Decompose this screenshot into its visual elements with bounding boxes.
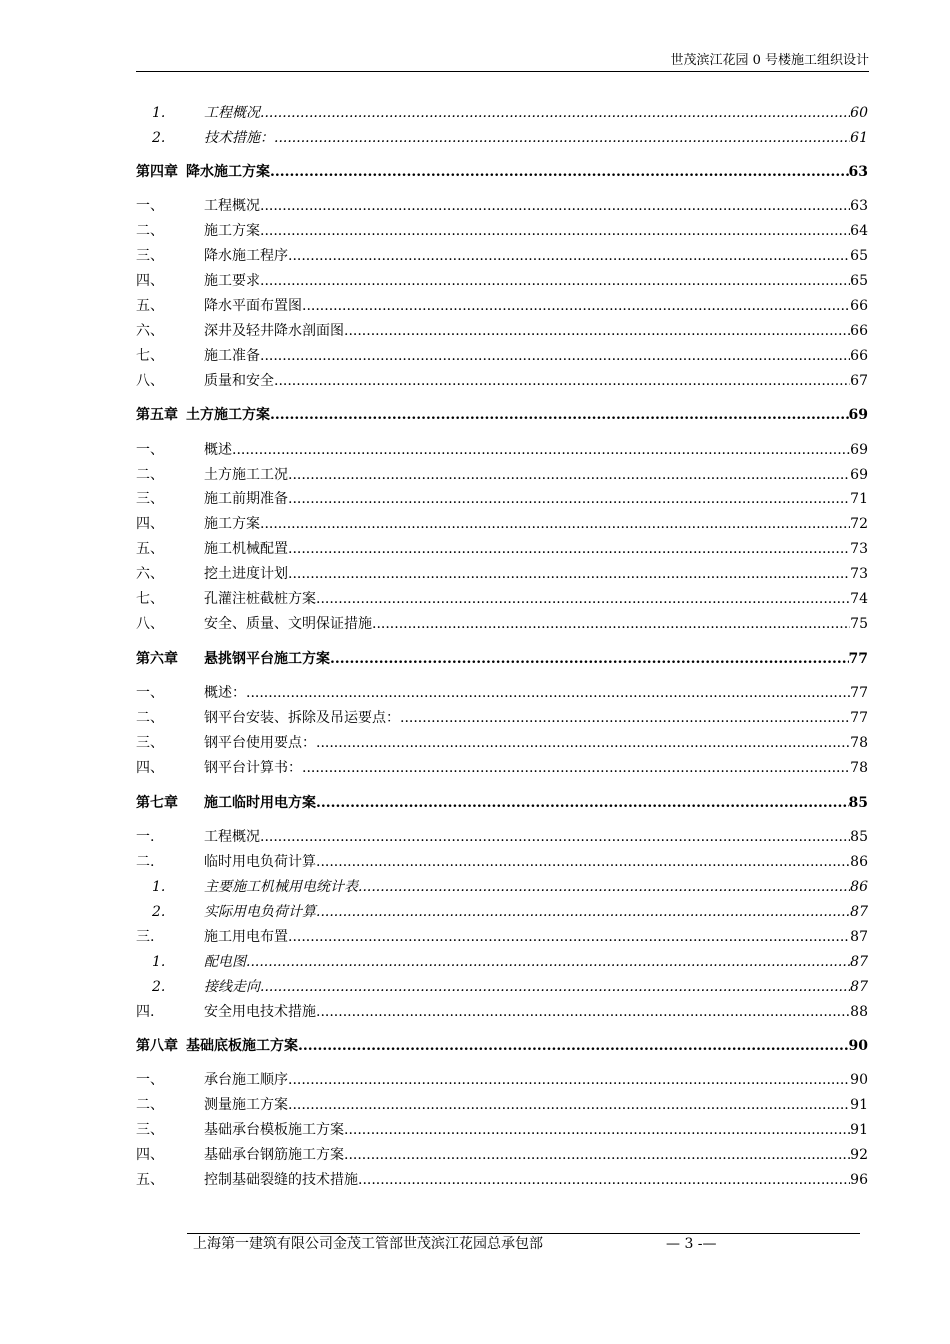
toc-entry[interactable]	[136, 243, 868, 265]
toc-entry[interactable]	[136, 680, 868, 702]
toc-entry[interactable]	[136, 343, 868, 365]
toc-entry-page: 85	[850, 829, 868, 845]
toc-entry-title: 施工准备	[204, 348, 260, 364]
toc-entry-page: 78	[850, 760, 868, 776]
toc-entry[interactable]	[136, 561, 868, 583]
toc-entry-page: 86	[850, 854, 868, 870]
toc-entry-number: 四、	[136, 273, 164, 289]
toc-entry-page: 65	[850, 248, 868, 264]
toc-entry-number: 1.	[152, 105, 166, 121]
toc-entry[interactable]	[136, 268, 868, 290]
toc-entry-number: 2.	[152, 130, 166, 146]
toc-entry-number: 二、	[136, 710, 164, 726]
toc-entry-number: 2.	[152, 979, 166, 995]
toc-leader-dots	[298, 1037, 849, 1055]
toc-leader-dots	[316, 590, 850, 608]
toc-entry-number: 三、	[136, 491, 164, 507]
toc-entry[interactable]	[136, 874, 868, 896]
toc-entry-number: 二.	[136, 854, 155, 870]
toc-chapter-page: 85	[848, 795, 868, 811]
toc-entry-page: 60	[850, 105, 868, 121]
toc-leader-dots	[316, 903, 850, 921]
toc-leader-dots	[344, 1121, 850, 1139]
toc-entry-page: 87	[850, 904, 868, 920]
toc-entry-page: 87	[850, 979, 868, 995]
toc-leader-dots	[260, 272, 850, 290]
toc-entry-title: 接线走向	[204, 979, 260, 995]
toc-entry-page: 73	[850, 541, 868, 557]
toc-entry-page: 63	[850, 198, 868, 214]
toc-leader-dots	[288, 540, 850, 558]
toc-leader-dots	[316, 734, 850, 752]
toc-entry[interactable]	[136, 999, 868, 1021]
toc-leader-dots	[302, 297, 850, 315]
toc-leader-dots	[246, 953, 850, 971]
toc-leader-dots	[246, 684, 850, 702]
toc-entry[interactable]	[136, 1142, 868, 1164]
toc-entry-title: 实际用电负荷计算	[204, 904, 316, 920]
toc-entry-page: 72	[850, 516, 868, 532]
toc-entry[interactable]	[136, 486, 868, 508]
toc-entry-number: 四、	[136, 760, 164, 776]
toc-leader-dots	[270, 406, 849, 424]
toc-entry-title: 施工方案	[204, 516, 260, 532]
footer-company: 上海第一建筑有限公司金茂工管部世茂滨江花园总承包部	[193, 1236, 543, 1252]
toc-entry-page: 88	[850, 1004, 868, 1020]
toc-entry-page: 69	[850, 467, 868, 483]
toc-entry-title: 基础承台模板施工方案	[204, 1122, 344, 1138]
toc-entry-title: 孔灌注桩截桩方案	[204, 591, 316, 607]
toc-leader-dots	[288, 1071, 850, 1089]
toc-entry-title: 工程概况	[204, 105, 260, 121]
toc-entry-number: 八、	[136, 373, 164, 389]
toc-entry-title: 施工用电布置	[204, 929, 288, 945]
toc-entry-page: 69	[850, 442, 868, 458]
toc-chapter-page: 77	[848, 651, 868, 667]
toc-leader-dots	[288, 1096, 850, 1114]
toc-entry-title: 钢平台使用要点：	[204, 735, 316, 751]
toc-entry-number: 六、	[136, 566, 164, 582]
toc-entry-title: 临时用电负荷计算	[204, 854, 316, 870]
toc-leader-dots	[400, 709, 850, 727]
toc-entry[interactable]	[136, 1167, 868, 1189]
toc-entry-number: 一、	[136, 1072, 164, 1088]
toc-leader-dots	[260, 828, 850, 846]
toc-entry-number: 三、	[136, 248, 164, 264]
toc-entry[interactable]	[136, 293, 868, 315]
toc-entry-number: 二、	[136, 467, 164, 483]
toc-entry-number: 二、	[136, 223, 164, 239]
toc-chapter-number: 第五章	[136, 407, 178, 423]
toc-entry[interactable]	[136, 1092, 868, 1114]
toc-entry[interactable]	[136, 705, 868, 727]
toc-entry-title: 控制基础裂缝的技术措施	[204, 1172, 358, 1188]
toc-entry[interactable]	[136, 924, 868, 946]
toc-chapter-number: 第七章	[136, 795, 178, 811]
toc-entry-title: 主要施工机械用电统计表	[204, 879, 358, 895]
toc-entry-page: 77	[850, 710, 868, 726]
toc-entry-title: 钢平台计算书：	[204, 760, 302, 776]
toc-entry-page: 74	[850, 591, 868, 607]
toc-entry[interactable]	[136, 899, 868, 921]
toc-entry-number: 八、	[136, 616, 164, 632]
toc-entry-title: 工程概况	[204, 829, 260, 845]
toc-chapter[interactable]	[136, 159, 868, 181]
toc-entry-page: 92	[850, 1147, 868, 1163]
toc-chapter-page: 63	[848, 164, 868, 180]
toc-entry-title: 技术措施：	[204, 130, 274, 146]
toc-entry[interactable]	[136, 511, 868, 533]
toc-entry-number: 三.	[136, 929, 155, 945]
toc-entry-number: 一.	[136, 829, 155, 845]
toc-leader-dots	[260, 104, 850, 122]
toc-entry-number: 四、	[136, 516, 164, 532]
toc-leader-dots	[260, 978, 850, 996]
toc-entry-page: 91	[850, 1097, 868, 1113]
toc-leader-dots	[288, 247, 850, 265]
toc-entry-title: 降水平面布置图	[204, 298, 302, 314]
toc-entry-number: 四、	[136, 1147, 164, 1163]
toc-leader-dots	[358, 1171, 850, 1189]
toc-entry-title: 挖土进度计划	[204, 566, 288, 582]
toc-entry-number: 五、	[136, 541, 164, 557]
toc-entry-title: 质量和安全	[204, 373, 274, 389]
toc-entry-title: 安全、质量、文明保证措施	[204, 616, 372, 632]
toc-entry-title: 施工前期准备	[204, 491, 288, 507]
toc-leader-dots	[288, 565, 850, 583]
toc-leader-dots	[232, 441, 850, 459]
toc-leader-dots	[260, 197, 850, 215]
toc-entry-number: 七、	[136, 591, 164, 607]
page-header	[136, 52, 869, 72]
toc-entry[interactable]	[136, 1067, 868, 1089]
toc-entry-page: 90	[850, 1072, 868, 1088]
toc-chapter-title: 基础底板施工方案	[186, 1038, 298, 1054]
toc-entry-title: 概述	[204, 442, 232, 458]
toc-leader-dots	[288, 490, 850, 508]
toc-entry[interactable]	[136, 368, 868, 390]
toc-entry-page: 75	[850, 616, 868, 632]
toc-entry-page: 64	[850, 223, 868, 239]
toc-entry-title: 钢平台安装、拆除及吊运要点：	[204, 710, 400, 726]
toc-entry[interactable]	[136, 730, 868, 752]
toc-chapter-page: 90	[848, 1038, 868, 1054]
toc-leader-dots	[316, 853, 850, 871]
toc-entry-page: 96	[850, 1172, 868, 1188]
toc-leader-dots	[270, 163, 849, 181]
toc-entry-page: 71	[850, 491, 868, 507]
toc-chapter[interactable]	[136, 646, 868, 668]
toc-chapter-number: 第六章	[136, 651, 178, 667]
toc-chapter-title: 悬挑钢平台施工方案	[204, 651, 330, 667]
toc-entry[interactable]	[136, 318, 868, 340]
toc-entry-number: 五、	[136, 298, 164, 314]
toc-entry[interactable]	[136, 586, 868, 608]
toc-entry-number: 1.	[152, 954, 166, 970]
toc-entry-title: 施工机械配置	[204, 541, 288, 557]
toc-entry-page: 66	[850, 348, 868, 364]
toc-entry[interactable]	[136, 193, 868, 215]
toc-entry-title: 土方施工工况	[204, 467, 288, 483]
toc-leader-dots	[358, 878, 850, 896]
toc-entry[interactable]	[136, 462, 868, 484]
toc-chapter-number: 第八章	[136, 1038, 178, 1054]
toc-leader-dots	[274, 129, 850, 147]
toc-leader-dots	[260, 222, 850, 240]
toc-entry-number: 三、	[136, 735, 164, 751]
toc-leader-dots	[316, 1003, 850, 1021]
toc-entry-page: 86	[850, 879, 868, 895]
toc-entry-page: 67	[850, 373, 868, 389]
toc-entry-title: 承台施工顺序	[204, 1072, 288, 1088]
toc-entry-title: 安全用电技术措施	[204, 1004, 316, 1020]
toc-entry-title: 施工方案	[204, 223, 260, 239]
toc-entry-page: 87	[850, 929, 868, 945]
toc-entry-page: 87	[850, 954, 868, 970]
toc-entry[interactable]	[136, 100, 868, 122]
toc-leader-dots	[344, 1146, 850, 1164]
toc-leader-dots	[288, 466, 850, 484]
toc-chapter[interactable]	[136, 1033, 868, 1055]
toc-entry[interactable]	[136, 755, 868, 777]
toc-entry-title: 基础承台钢筋施工方案	[204, 1147, 344, 1163]
toc-entry-number: 五、	[136, 1172, 164, 1188]
toc-leader-dots	[260, 347, 850, 365]
toc-entry[interactable]	[136, 218, 868, 240]
toc-entry[interactable]	[136, 437, 868, 459]
toc-chapter[interactable]	[136, 402, 868, 424]
toc-entry-number: 一、	[136, 442, 164, 458]
toc-entry[interactable]	[136, 849, 868, 871]
toc-entry-number: 一、	[136, 198, 164, 214]
toc-entry-number: 六、	[136, 323, 164, 339]
toc-entry-page: 65	[850, 273, 868, 289]
toc-entry[interactable]	[136, 1117, 868, 1139]
toc-entry-page: 73	[850, 566, 868, 582]
toc-entry-title: 深井及轻井降水剖面图	[204, 323, 344, 339]
toc-entry-number: 1.	[152, 879, 166, 895]
toc-entry-number: 一、	[136, 685, 164, 701]
toc-entry[interactable]	[136, 536, 868, 558]
toc-leader-dots	[316, 794, 849, 812]
toc-leader-dots	[260, 515, 850, 533]
page-footer	[187, 1233, 860, 1252]
toc-entry-page: 61	[850, 130, 868, 146]
toc-entry-title: 测量施工方案	[204, 1097, 288, 1113]
toc-entry[interactable]	[136, 611, 868, 633]
toc-entry-title: 配电图	[204, 954, 246, 970]
toc-chapter-title: 降水施工方案	[186, 164, 270, 180]
toc-entry-page: 78	[850, 735, 868, 751]
toc-leader-dots	[302, 759, 850, 777]
toc-entry-page: 66	[850, 323, 868, 339]
toc-entry-title: 降水施工程序	[204, 248, 288, 264]
toc-entry-number: 2.	[152, 904, 166, 920]
toc-entry-number: 二、	[136, 1097, 164, 1113]
toc-entry-number: 七、	[136, 348, 164, 364]
toc-entry-page: 91	[850, 1122, 868, 1138]
toc-leader-dots	[288, 928, 850, 946]
toc-entry[interactable]	[136, 824, 868, 846]
toc-entry-title: 工程概况	[204, 198, 260, 214]
toc-entry-number: 三、	[136, 1122, 164, 1138]
toc-entry-number: 四.	[136, 1004, 155, 1020]
toc-leader-dots	[330, 650, 849, 668]
footer-page-number: — 3 -—	[666, 1236, 717, 1252]
toc-chapter[interactable]	[136, 790, 868, 812]
toc-entry[interactable]	[136, 125, 868, 147]
toc-leader-dots	[344, 322, 850, 340]
toc-leader-dots	[372, 615, 850, 633]
toc-chapter-page: 69	[848, 407, 868, 423]
toc-entry[interactable]	[136, 974, 868, 996]
toc-entry-page: 77	[850, 685, 868, 701]
toc-chapter-number: 第四章	[136, 164, 178, 180]
header-title: 世茂滨江花园 0 号楼施工组织设计	[670, 53, 869, 68]
toc-chapter-title: 土方施工方案	[186, 407, 270, 423]
toc-entry-page: 66	[850, 298, 868, 314]
toc-entry[interactable]	[136, 949, 868, 971]
toc-entry-title: 概述：	[204, 685, 246, 701]
toc-chapter-title: 施工临时用电方案	[204, 795, 316, 811]
toc-entry-title: 施工要求	[204, 273, 260, 289]
toc-leader-dots	[274, 372, 850, 390]
